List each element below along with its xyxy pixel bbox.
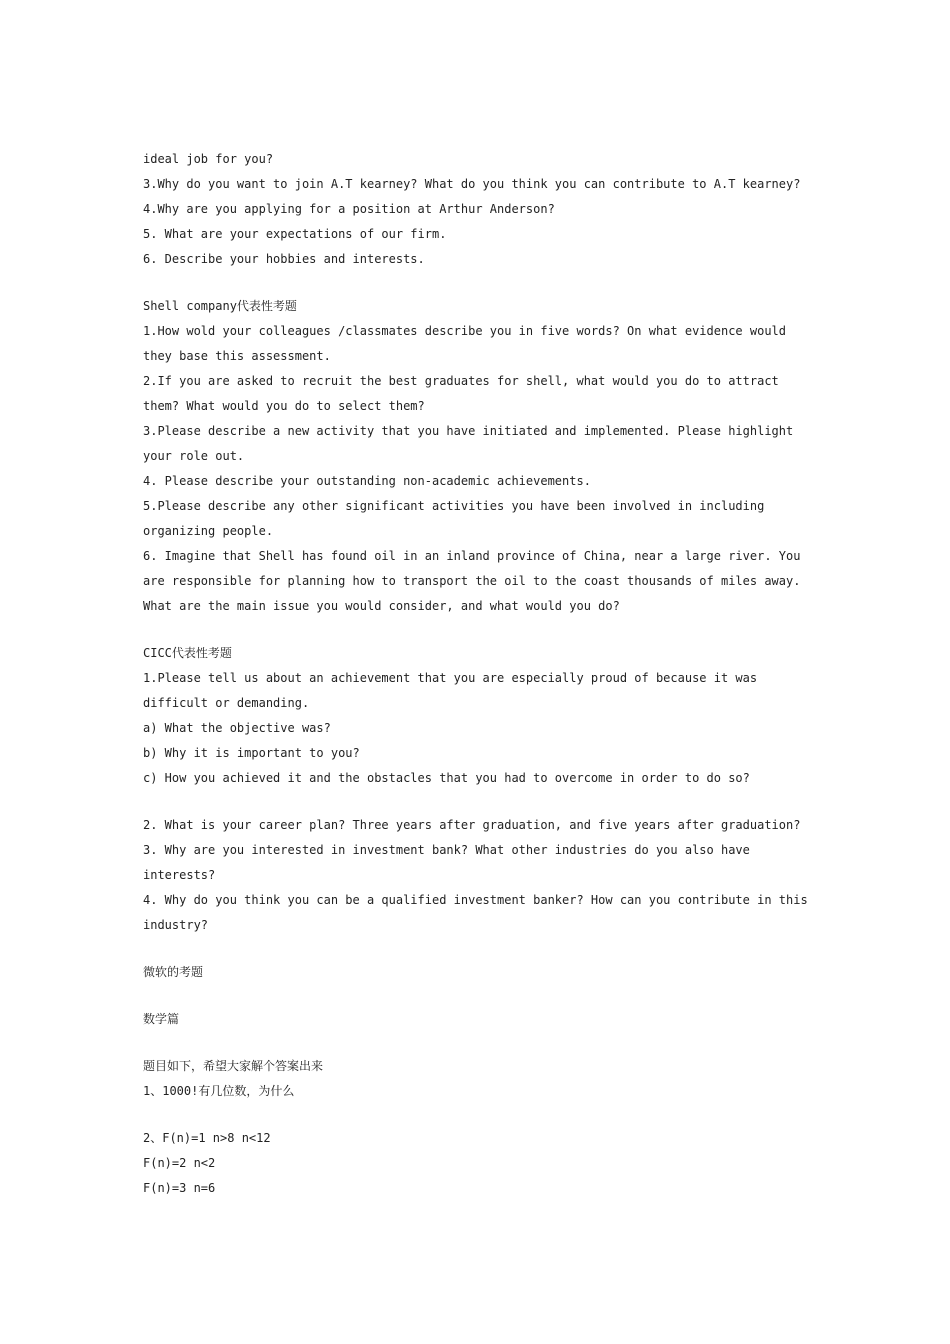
text-line: ideal job for you? bbox=[143, 152, 274, 166]
text-line: 1、1000!有几位数，为什么 bbox=[143, 1084, 295, 1098]
blank-line bbox=[143, 938, 823, 960]
text-line: 6. Imagine that Shell has found oil in an inland province of China, near a large river. You bbox=[143, 549, 801, 563]
text-line: 1.How wold your colleagues /classmates describe you in five words? On what evidence would bbox=[143, 324, 786, 338]
text-line: 微软的考题 bbox=[143, 965, 204, 979]
text-line: 数学篇 bbox=[143, 1012, 180, 1026]
text-line: 6. Describe your hobbies and interests. bbox=[143, 252, 425, 266]
document-page bbox=[143, 147, 823, 1201]
text-line: F(n)=2 n<2 bbox=[143, 1156, 216, 1170]
text-line: 4. Please describe your outstanding non-academic achievements. bbox=[143, 474, 591, 488]
text-line: 4. Why do you think you can be a qualified investment banker? How can you contribute in this bbox=[143, 893, 808, 907]
text-line: they base this assessment. bbox=[143, 349, 331, 363]
text-line: 1.Please tell us about an achievement that you are especially proud of because it was bbox=[143, 671, 758, 685]
text-line: Shell company代表性考题 bbox=[143, 299, 297, 313]
text-line: 3. Why are you interested in investment bank? What other industries do you also have bbox=[143, 843, 750, 857]
text-line: them? What would you do to select them? bbox=[143, 399, 425, 413]
blank-line bbox=[143, 791, 823, 813]
blank-line bbox=[143, 272, 823, 294]
blank-line bbox=[143, 985, 823, 1007]
text-line: a) What the objective was? bbox=[143, 721, 331, 735]
blank-line bbox=[143, 1032, 823, 1054]
text-line: 2.If you are asked to recruit the best graduates for shell, what would you do to attract bbox=[143, 374, 779, 388]
blank-line bbox=[143, 1104, 823, 1126]
text-line: What are the main issue you would consider, and what would you do? bbox=[143, 599, 620, 613]
text-line: 5. What are your expectations of our firm. bbox=[143, 227, 447, 241]
text-line: difficult or demanding. bbox=[143, 696, 310, 710]
text-line: 2. What is your career plan? Three years after graduation, and five years after graduation? bbox=[143, 818, 801, 832]
blank-line bbox=[143, 619, 823, 641]
text-line: b) Why it is important to you? bbox=[143, 746, 360, 760]
text-line: 4.Why are you applying for a position at Arthur Anderson? bbox=[143, 202, 555, 216]
text-line: 3.Please describe a new activity that you have initiated and implemented. Please highlight bbox=[143, 424, 794, 438]
text-line: F(n)=3 n=6 bbox=[143, 1181, 216, 1195]
text-line: 3.Why do you want to join A.T kearney? What do you think you can contribute to A.T kearney? bbox=[143, 177, 801, 191]
text-line: interests? bbox=[143, 868, 216, 882]
text-line: are responsible for planning how to transport the oil to the coast thousands of miles away. bbox=[143, 574, 801, 588]
text-line: 2、F(n)=1 n>8 n<12 bbox=[143, 1131, 271, 1145]
text-line: 5.Please describe any other significant activities you have been involved in including bbox=[143, 499, 765, 513]
text-line: CICC代表性考题 bbox=[143, 646, 232, 660]
text-line: c) How you achieved it and the obstacles that you had to overcome in order to do so? bbox=[143, 771, 750, 785]
text-line: organizing people. bbox=[143, 524, 274, 538]
text-line: your role out. bbox=[143, 449, 245, 463]
text-line: 题目如下，希望大家解个答案出来 bbox=[143, 1059, 324, 1073]
text-line: industry? bbox=[143, 918, 209, 932]
